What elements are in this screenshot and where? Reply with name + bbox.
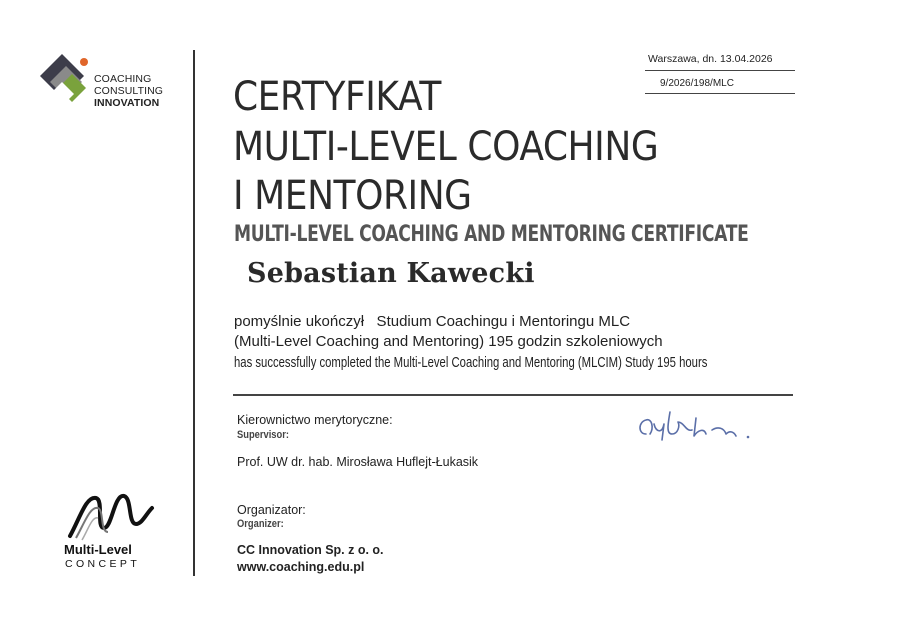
title-line-2: MULTI-LEVEL COACHING (233, 124, 659, 170)
organizer-label-english: Organizer: (237, 518, 284, 530)
supervisor-label-english: Supervisor: (237, 429, 289, 441)
body-polish-line-2: (Multi-Level Coaching and Mentoring) 195 godzin szkoleniowych (234, 333, 663, 350)
reference-number: 9/2026/198/MLC (660, 78, 734, 89)
mlc-logo-mark (66, 488, 156, 544)
supervisor-label: Kierownictwo merytoryczne: (237, 413, 393, 427)
body-english-line: has successfully completed the Multi-Level Coaching and Mentoring (MLCIM) Study 195 hours (234, 355, 708, 371)
recipient-name: Sebastian Kawecki (247, 258, 535, 289)
mlc-logo (60, 488, 170, 578)
title-line-1: CERTYFIKAT (233, 74, 441, 120)
supervisor-name: Prof. UW dr. hab. Mirosława Huflejt-Łukasik (237, 455, 479, 469)
handwritten-signature (632, 404, 762, 450)
title-english: MULTI-LEVEL COACHING AND MENTORING CERTIFICATE (234, 222, 749, 247)
body-polish-line-1: pomyślnie ukończył Studium Coachingu i Mentoringu MLC (234, 313, 631, 330)
date-underline (645, 70, 795, 71)
organizer-name: CC Innovation Sp. z o. o. (237, 543, 384, 557)
cci-logo (36, 52, 176, 122)
vertical-divider (193, 50, 195, 576)
cci-logo-text-1: COACHING (94, 73, 152, 85)
issue-date: Warszawa, dn. 13.04.2026 (648, 53, 773, 65)
cci-logo-text-3: INNOVATION (94, 97, 160, 109)
title-line-3: I MENTORING (233, 173, 472, 219)
reference-underline (645, 93, 795, 94)
mlc-logo-sub: CONCEPT (65, 558, 141, 570)
organizer-website: www.coaching.edu.pl (237, 560, 365, 574)
section-divider (233, 394, 793, 396)
signature (632, 404, 762, 450)
organizer-label: Organizator: (237, 503, 306, 517)
cci-logo-text-2: CONSULTING (94, 85, 164, 97)
mlc-logo-word: Multi-Level (64, 542, 132, 557)
cci-logo-mark (36, 52, 94, 122)
